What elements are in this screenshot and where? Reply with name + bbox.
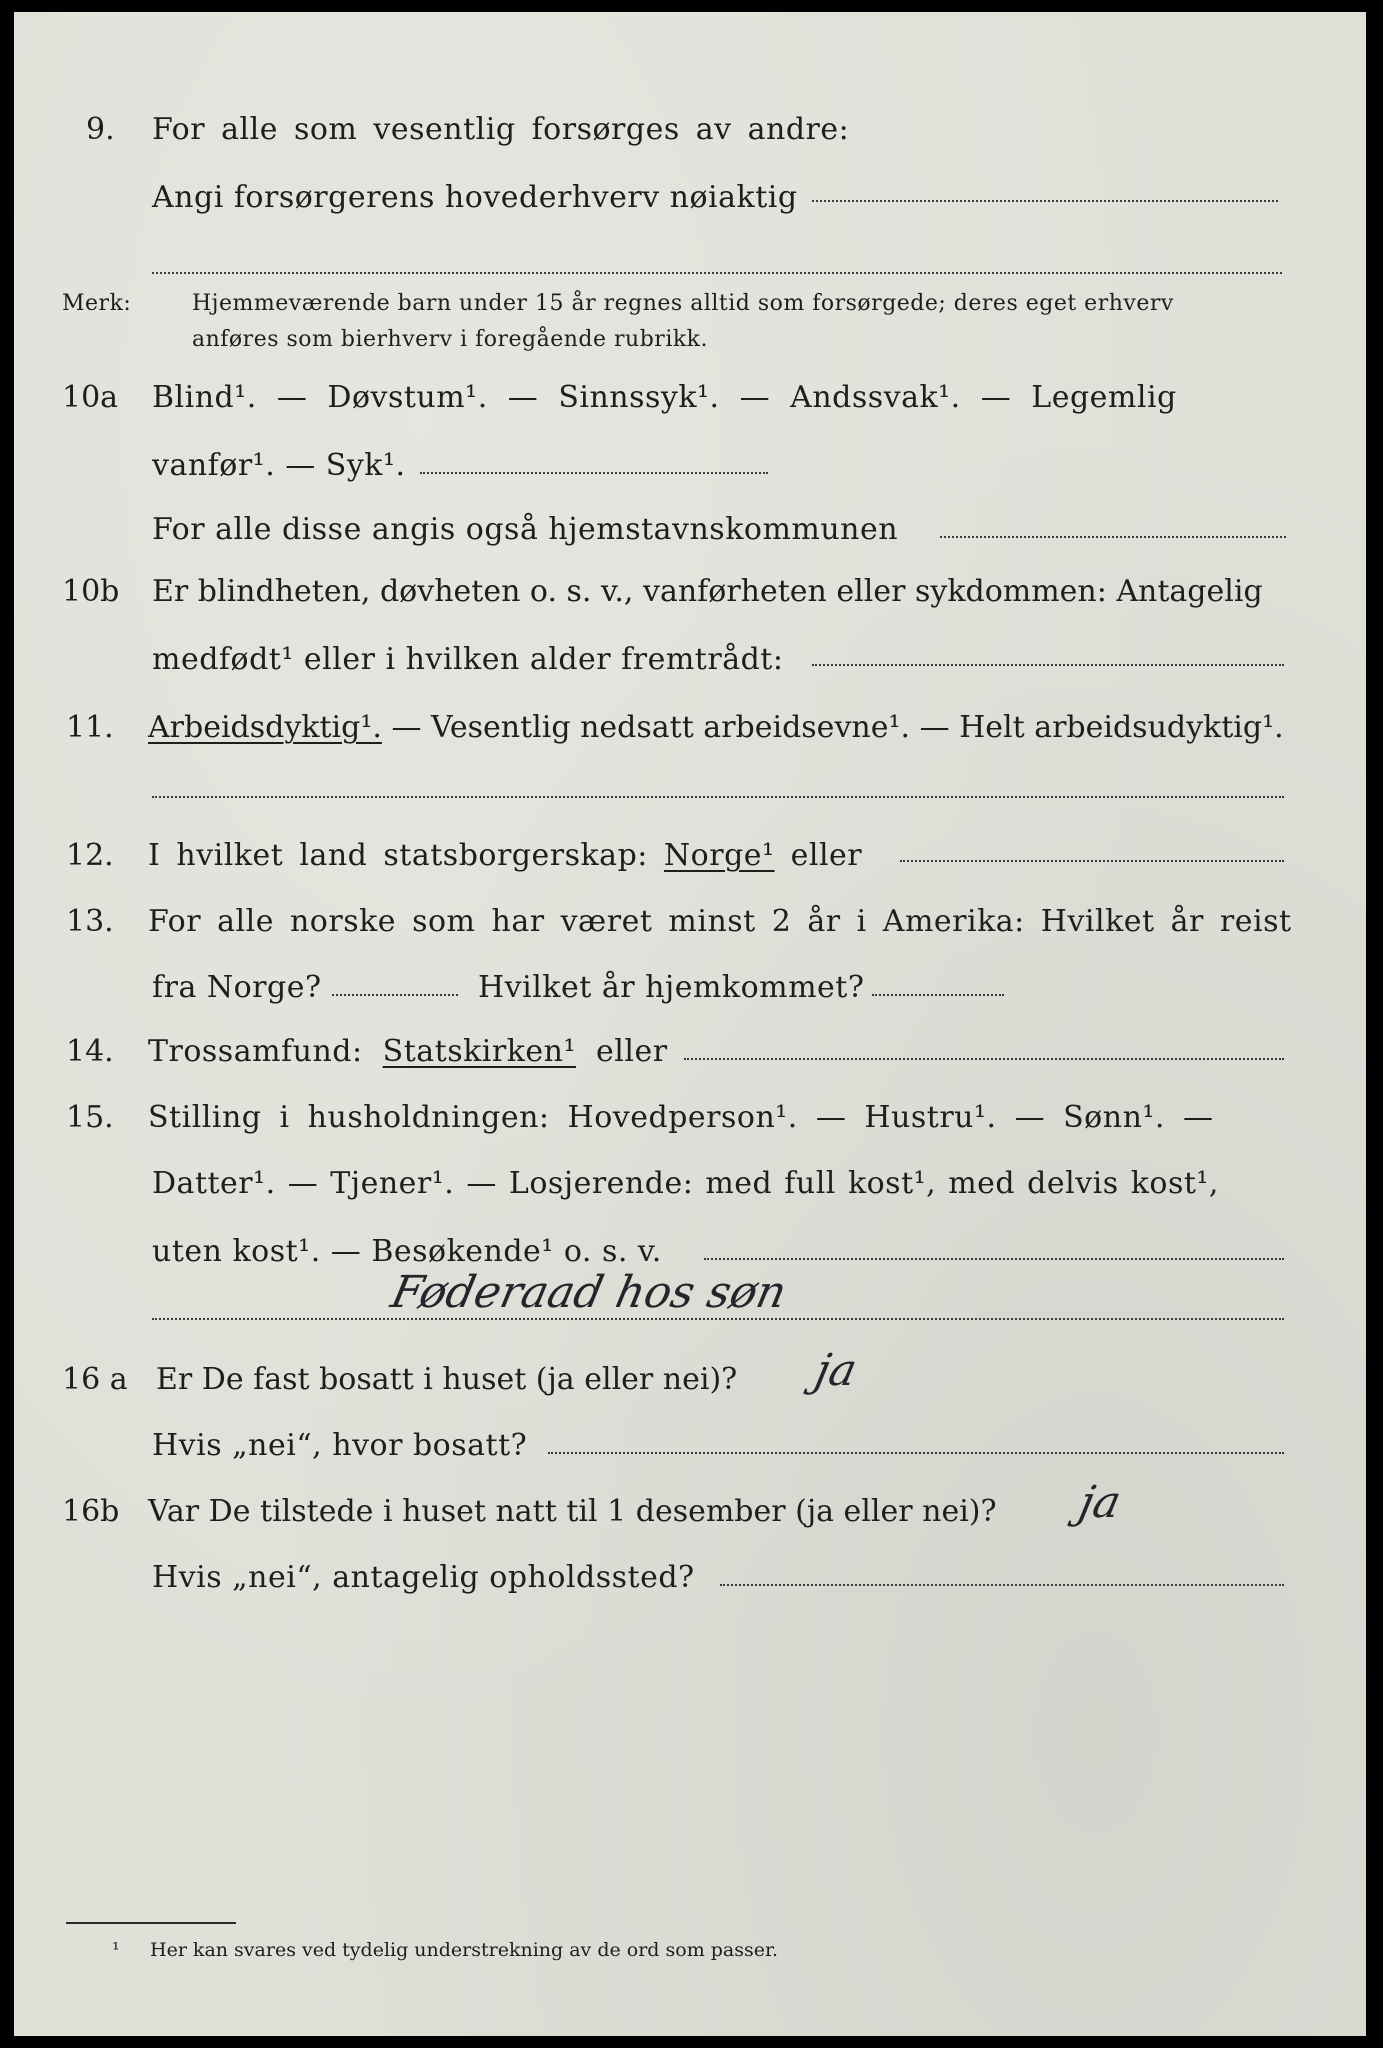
question-text: vanfør¹. — Syk¹.	[152, 448, 406, 483]
item-number: 9.	[86, 112, 115, 147]
question-text	[148, 710, 1284, 746]
note-text: Hjemmeværende barn under 15 år regnes alltid som forsørgede; deres eget erhverv	[192, 291, 1174, 316]
question-text: For alle som vesentlig forsørges av andre:	[152, 112, 850, 147]
handwritten-answer: Føderaad hos søn	[386, 1267, 791, 1318]
question-text: Angi forsørgerens hovederhverv nøiaktig	[152, 180, 798, 215]
answer-dotted-line[interactable]	[152, 796, 1284, 798]
question-text: Er De fast bosatt i huset (ja eller nei)?	[156, 1362, 738, 1397]
handwritten-answer: ja	[1074, 1477, 1126, 1528]
question-text: fra Norge?	[152, 970, 322, 1005]
answer-dotted-line[interactable]	[812, 200, 1278, 202]
answer-dotted-line[interactable]	[720, 1584, 1284, 1586]
item-number: 16b	[62, 1494, 120, 1529]
item-number: 10a	[62, 380, 119, 415]
question-text-after: eller	[575, 1034, 668, 1069]
footnote-text: Her kan svares ved tydelig understrekning av de ord som passer.	[150, 1939, 779, 1961]
answer-dotted-line[interactable]	[872, 994, 1004, 996]
question-text: Var De tilstede i huset natt til 1 desember (ja eller nei)?	[148, 1494, 997, 1529]
question-text: Hvilket år hjemkommet?	[478, 970, 865, 1005]
answer-dotted-line[interactable]	[548, 1452, 1284, 1454]
answer-dotted-line[interactable]	[684, 1058, 1284, 1060]
answer-dotted-line[interactable]	[332, 994, 458, 996]
item-number: 13.	[66, 904, 114, 939]
question-text: uten kost¹. — Besøkende¹ o. s. v.	[152, 1234, 662, 1269]
question-text	[148, 1034, 668, 1070]
answer-dotted-line[interactable]	[420, 472, 768, 474]
question-text	[148, 838, 862, 874]
item-number: 16 a	[62, 1362, 128, 1397]
question-text: Blind¹. — Døvstum¹. — Sinnssyk¹. — Andssvak¹. — Legemlig	[152, 380, 1177, 415]
question-text-before: I hvilket land statsborgerskap:	[148, 838, 664, 873]
question-text: Hvis „nei“, hvor bosatt?	[152, 1428, 528, 1463]
answer-dotted-line[interactable]	[152, 272, 1282, 274]
question-text: medfødt¹ eller i hvilken alder fremtrådt:	[152, 642, 784, 677]
question-text: Datter¹. — Tjener¹. — Losjerende: med full kost¹, med delvis kost¹,	[152, 1166, 1219, 1201]
answer-dotted-line[interactable]	[900, 860, 1284, 862]
item-number: 14.	[66, 1034, 114, 1069]
item-number: 11.	[66, 710, 114, 745]
underlined-answer: Norge¹	[663, 838, 775, 873]
question-text: Hvis „nei“, antagelig opholdssted?	[152, 1560, 695, 1595]
question-text-before: Trossamfund:	[148, 1034, 383, 1069]
underlined-answer: Arbeidsdyktig¹.	[148, 710, 382, 745]
question-text: Er blindheten, døvheten o. s. v., vanførheten eller sykdommen: Antagelig	[152, 574, 1263, 609]
question-text-rest: — Vesentlig nedsatt arbeidsevne¹. — Helt arbeidsudyktig¹.	[381, 710, 1284, 745]
underlined-answer: Statskirken¹	[382, 1034, 576, 1069]
answer-dotted-line[interactable]	[940, 536, 1286, 538]
question-text-after: eller	[774, 838, 863, 873]
question-text: Stilling i husholdningen: Hovedperson¹. — Hustru¹. — Sønn¹. —	[148, 1100, 1214, 1135]
answer-dotted-line[interactable]	[152, 1318, 1284, 1320]
handwritten-answer: ja	[810, 1345, 862, 1396]
question-text: For alle norske som har været minst 2 år i Amerika: Hvilket år reist	[148, 904, 1292, 939]
answer-dotted-line[interactable]	[704, 1258, 1284, 1260]
note-label: Merk:	[62, 291, 132, 316]
item-number: 12.	[66, 838, 114, 873]
answer-dotted-line[interactable]	[812, 664, 1284, 666]
question-text: For alle disse angis også hjemstavnskommunen	[152, 512, 899, 547]
item-number: 15.	[66, 1100, 114, 1135]
note-text: anføres som bierhverv i foregående rubrikk.	[192, 327, 709, 352]
footnote-mark: ¹	[112, 1939, 120, 1961]
footnote-divider	[66, 1922, 236, 1924]
item-number: 10b	[62, 574, 120, 609]
